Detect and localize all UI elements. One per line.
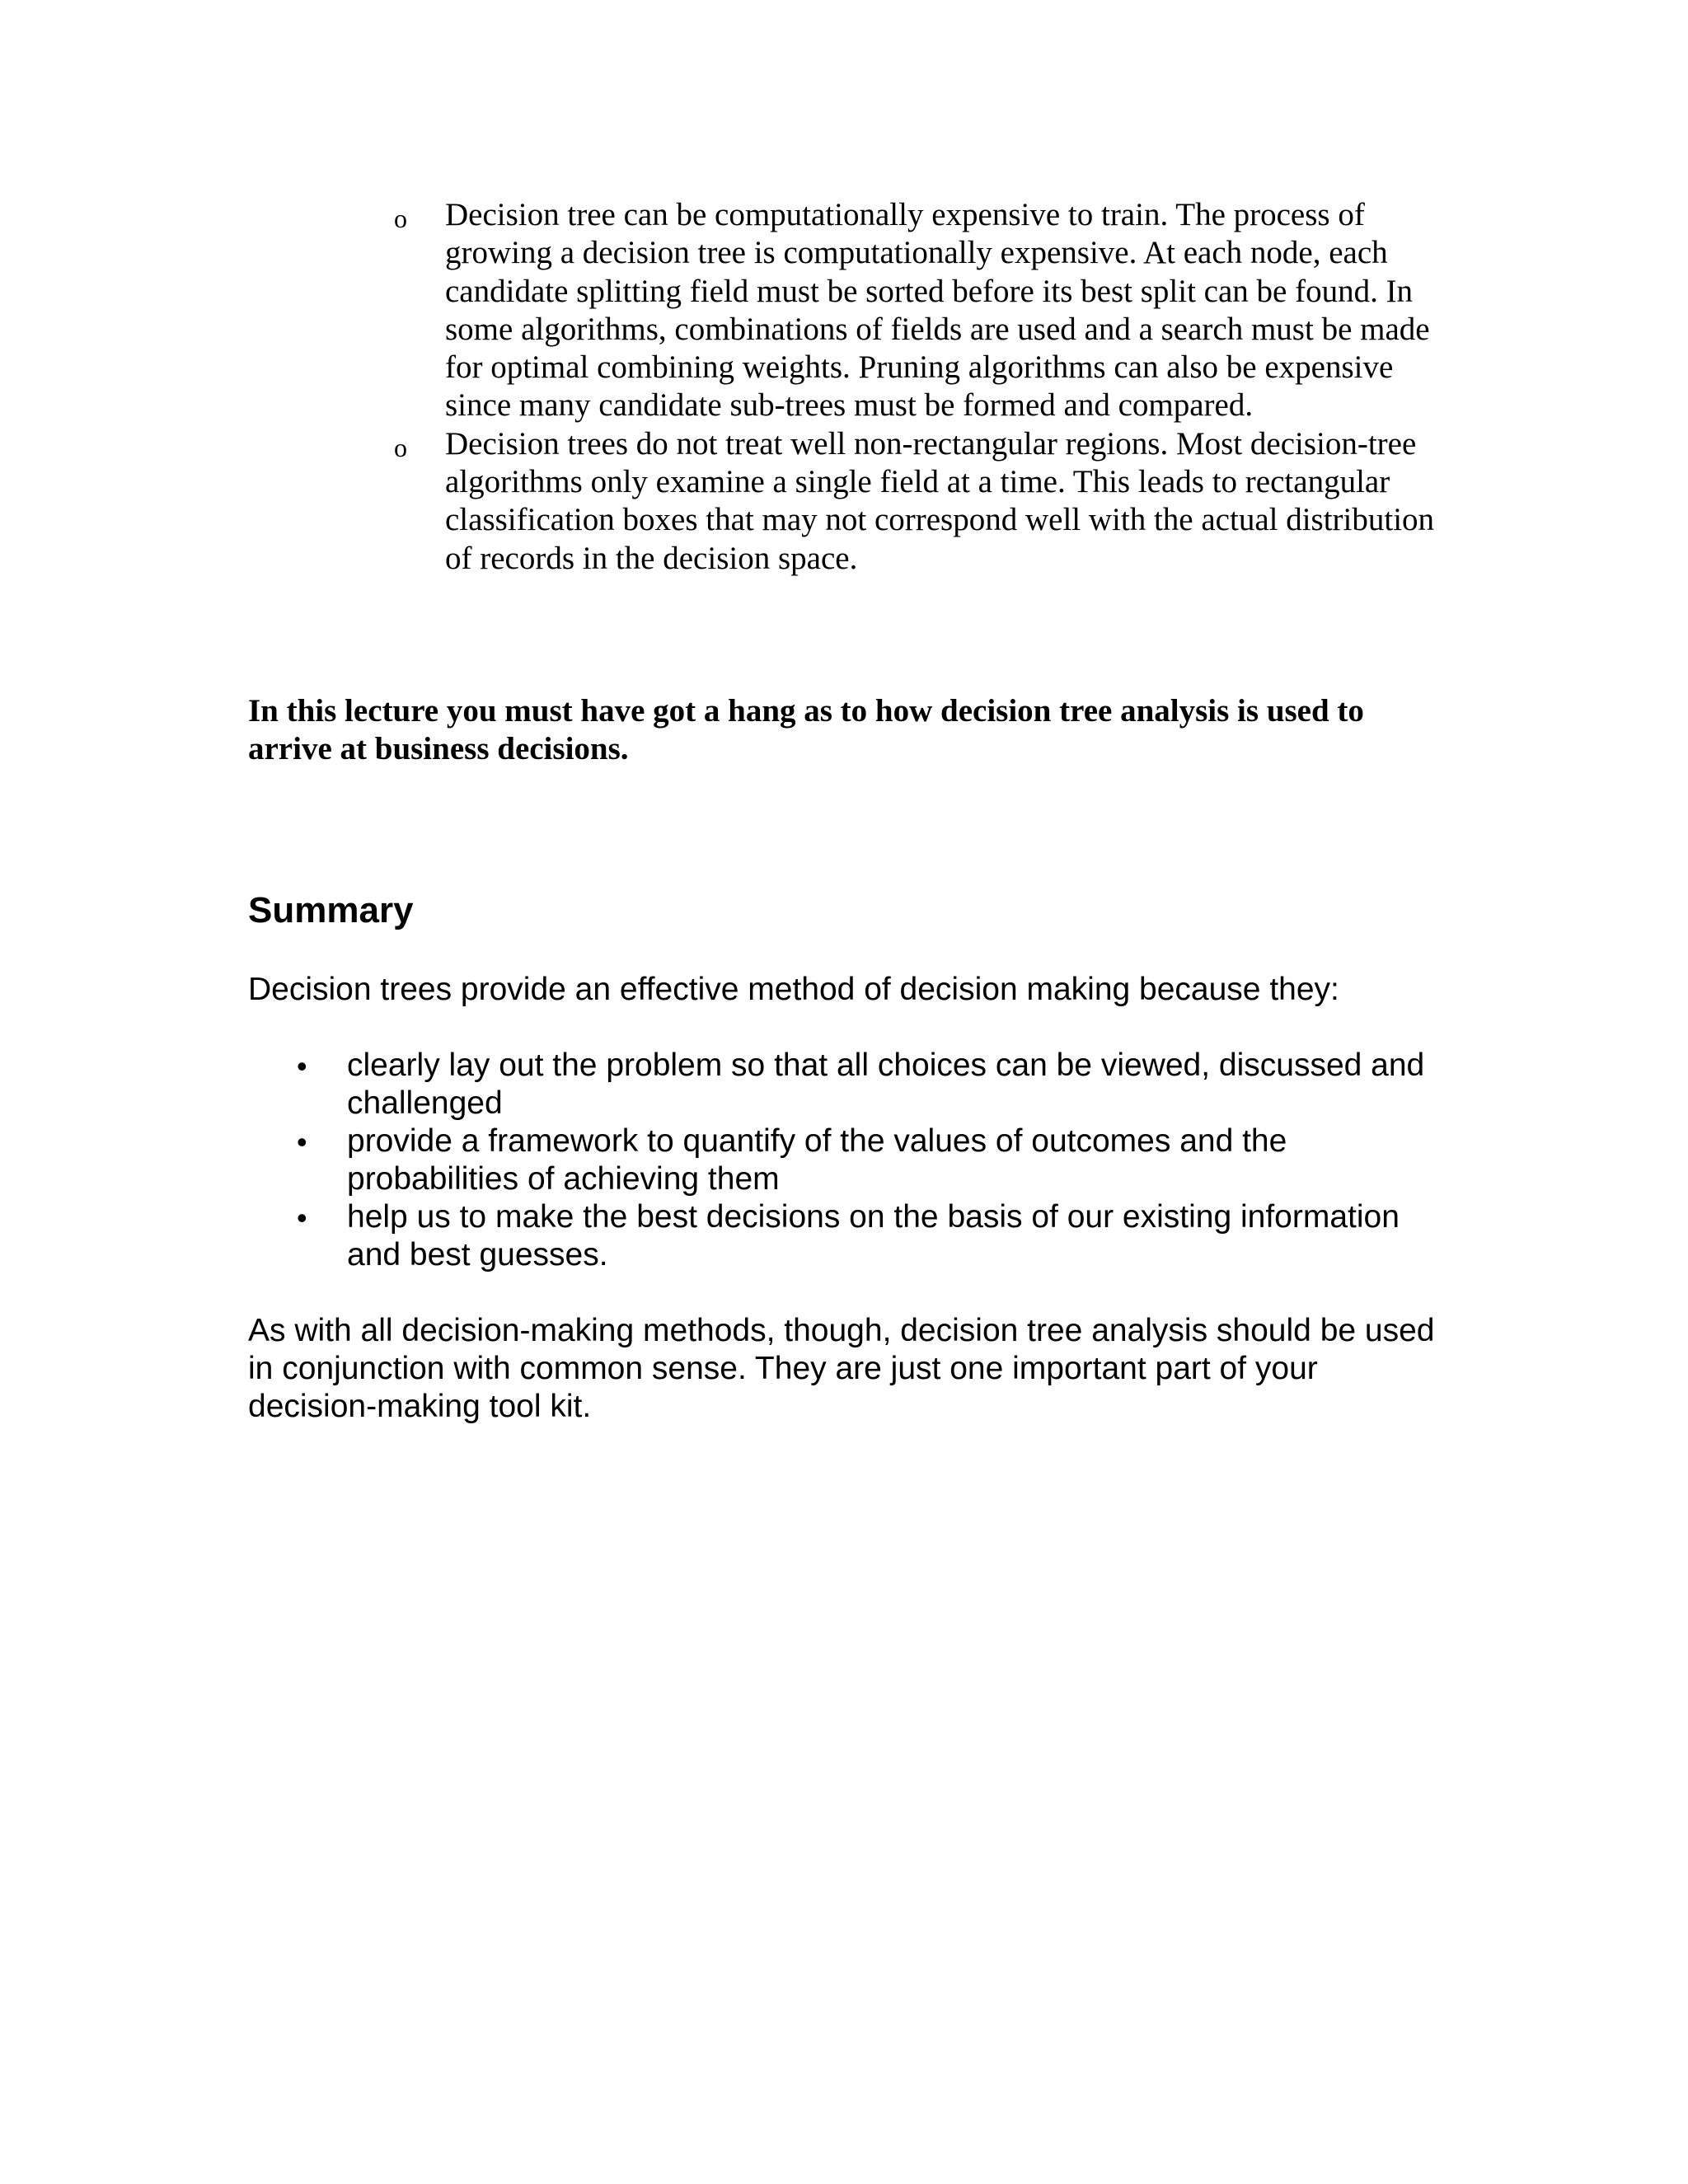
hollow-bullet-icon: o <box>394 204 407 233</box>
list-item <box>392 425 1438 578</box>
list-item <box>297 1122 1451 1198</box>
bullet-icon: • <box>297 1049 307 1083</box>
hollow-bullet-icon: o <box>394 432 407 462</box>
summary-closing: As with all decision-making methods, though, decision tree analysis should be used in conjunction with common sense. They are just one important part of your decision-making tool kit. <box>248 1313 1435 1424</box>
list-item <box>392 196 1438 425</box>
bullet-icon: • <box>297 1125 307 1159</box>
list-item-text: provide a framework to quantify of the values of outcomes and the probabilities of achieving them <box>347 1123 1287 1197</box>
list-item-text: Decision tree can be computationally expensive to train. The process of growing a decision tree is computationally expensive. At each node, each candidate splitting field must be sorted before its best split can be found. In some algorithms, combinations of fields are used and a search must be made for optimal combining weights. Pruning algorithms can also be expensive since many candidate sub-trees must be formed and compared. <box>445 197 1430 424</box>
list-item-text: clearly lay out the problem so that all choices can be viewed, discussed and challenged <box>347 1047 1425 1121</box>
list-item-text: help us to make the best decisions on the basis of our existing information and best guesses. <box>347 1199 1400 1272</box>
summary-intro: Decision trees provide an effective method of decision making because they: <box>248 972 1339 1007</box>
summary-heading: Summary <box>248 890 414 930</box>
summary-bullet-list <box>297 1047 1451 1274</box>
bullet-icon: • <box>297 1201 307 1235</box>
list-item <box>297 1198 1451 1274</box>
disadvantages-sub-list <box>392 196 1438 578</box>
list-item <box>297 1047 1451 1122</box>
list-item-text: Decision trees do not treat well non-rectangular regions. Most decision-tree algorithms only examine a single field at a time. This leads to rectangular classification boxes that may not correspond well with the actual distribution of records in the decision space. <box>445 425 1435 576</box>
lecture-note: In this lecture you must have got a hang as to how decision tree analysis is used to arrive at business decisions. <box>248 693 1364 767</box>
